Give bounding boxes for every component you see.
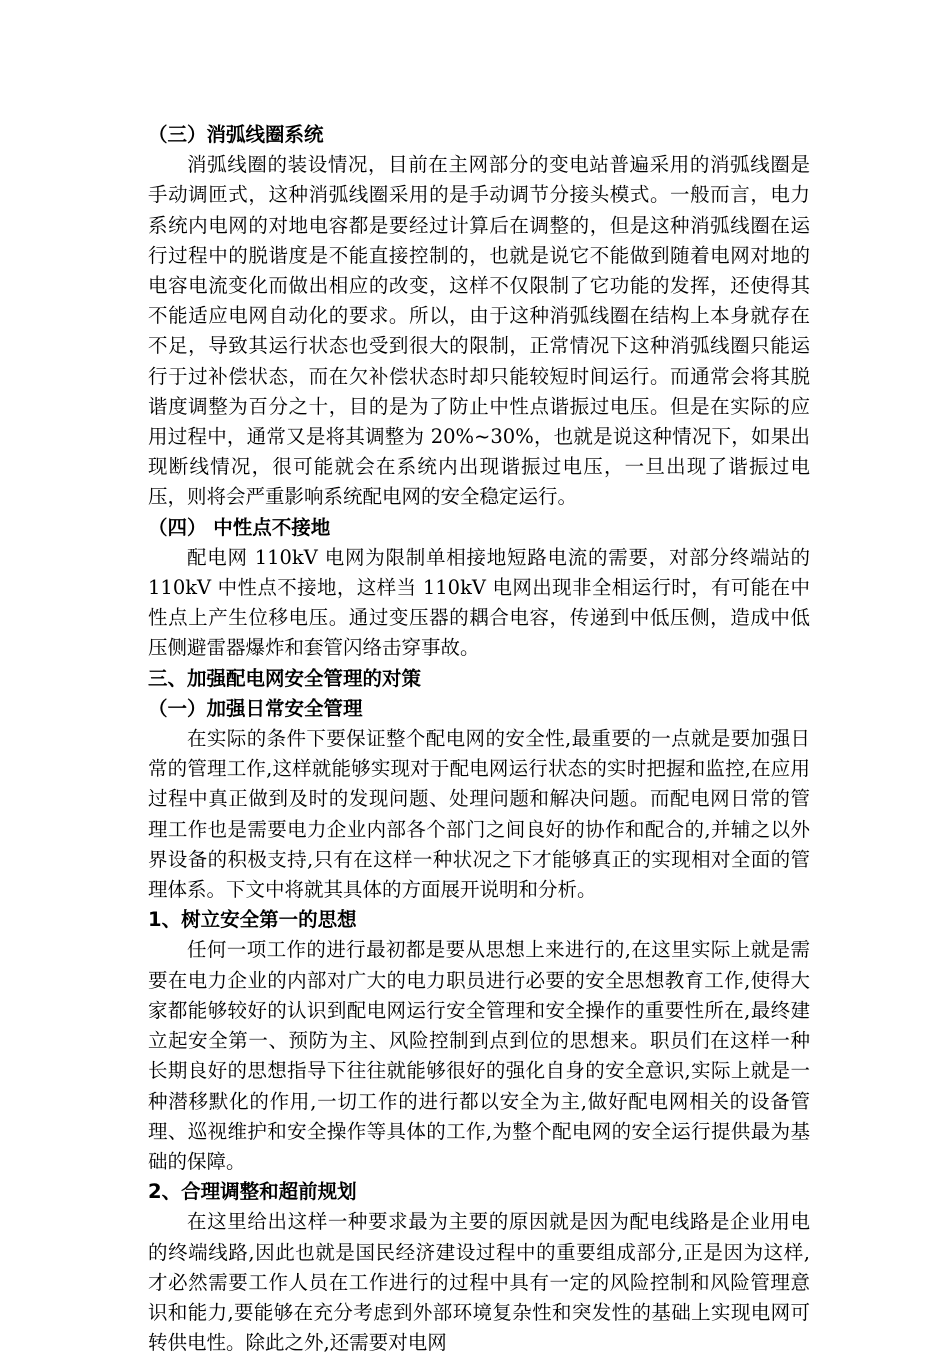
chapter-heading-safety-countermeasures: 三、加强配电网安全管理的对策 [148,666,422,690]
paragraph-daily-safety-management: 在实际的条件下要保证整个配电网的安全性,最重要的一点就是要加强日常的管理工作,这样就能够实现对于配电网运行状态的实时把握和监控,在应用过程中真正做到及时的发现问题、处理问题和解决问题。而配电网日常的管理工作也是需要电力企业内部各个部门之间良好的协作和配合的,并辅之以外界设备的积极支持,只有在这样一种状况之下才能够真正的实现相对全面的管理体系。下文中将就其具体的方面展开说明和分析。 [148,727,810,902]
paragraph-safety-first: 任何一项工作的进行最初都是要从思想上来进行的,在这里实际上就是需要在电力企业的内部对广大的电力职员进行必要的安全思想教育工作,使得大家都能够较好的认识到配电网运行安全管理和安全操作的重要性所在,最终建立起安全第一、预防为主、风险控制到点到位的思想来。职员们在这样一种长期良好的思想指导下往往就能够很好的强化自身的安全意识,实际上就是一种潜移默化的作用,一切工作的进行都以安全为主,做好配电网相关的设备管理、巡视维护和安全操作等具体的工作,为整个配电网的安全运行提供最为基础的保障。 [148,938,810,1173]
paragraph-ungrounded-neutral: 配电网 110kV 电网为限制单相接地短路电流的需要，对部分终端站的 110kV 中性点不接地，这样当 110kV 电网出现非全相运行时，有可能在中性点上产生位移电压。通过变压器的耦合电容，传递到中低压侧，造成中低压侧避雷器爆炸和套管闪络击穿事故。 [148,545,810,660]
subsection-heading-safety-first: 1、树立安全第一的思想 [148,908,357,932]
document-page [148,120,810,1358]
paragraph-arc-suppression-coil: 消弧线圈的装设情况，目前在主网部分的变电站普遍采用的消弧线圈是手动调匝式，这种消弧线圈采用的是手动调节分接头模式。一般而言，电力系统内电网的对地电容都是要经过计算后在调整的，但是这种消弧线圈在运行过程中的脱谐度是不能直接控制的，也就是说它不能做到随着电网对地的电容电流变化而做出相应的改变，这样不仅限制了它功能的发挥，还使得其不能适应电网自动化的要求。所以，由于这种消弧线圈在结构上本身就存在不足，导致其运行状态也受到很大的限制，正常情况下这种消弧线圈只能运行于过补偿状态，而在欠补偿状态时却只能较短时间运行。而通常会将其脱谐度调整为百分之十，目的是为了防止中性点谐振过电压。但是在实际的应用过程中，通常又是将其调整为 20%~30%，也就是说这种情况下，如果出现断线情况，很可能就会在系统内出现谐振过电压，一旦出现了谐振过电压，则将会严重影响系统配电网的安全稳定运行。 [148,153,810,509]
section-heading-ungrounded-neutral: （四） 中性点不接地 [148,515,331,539]
section-heading-arc-suppression-coil: （三）消弧线圈系统 [148,123,324,146]
paragraph-planning: 在这里给出这样一种要求最为主要的原因就是因为配电线路是企业用电的终端线路,因此也就是国民经济建设过程中的重要组成部分,正是因为这样,才必然需要工作人员在工作进行的过程中具有一定的风险控制和风险管理意识和能力,要能够在充分考虑到外部环境复杂性和突发性的基础上实现电网可转供电性。除此之外,还需要对电网 [148,1210,810,1355]
section-heading-daily-safety-management: （一）加强日常安全管理 [148,696,363,720]
subsection-heading-planning: 2、合理调整和超前规划 [148,1180,357,1204]
